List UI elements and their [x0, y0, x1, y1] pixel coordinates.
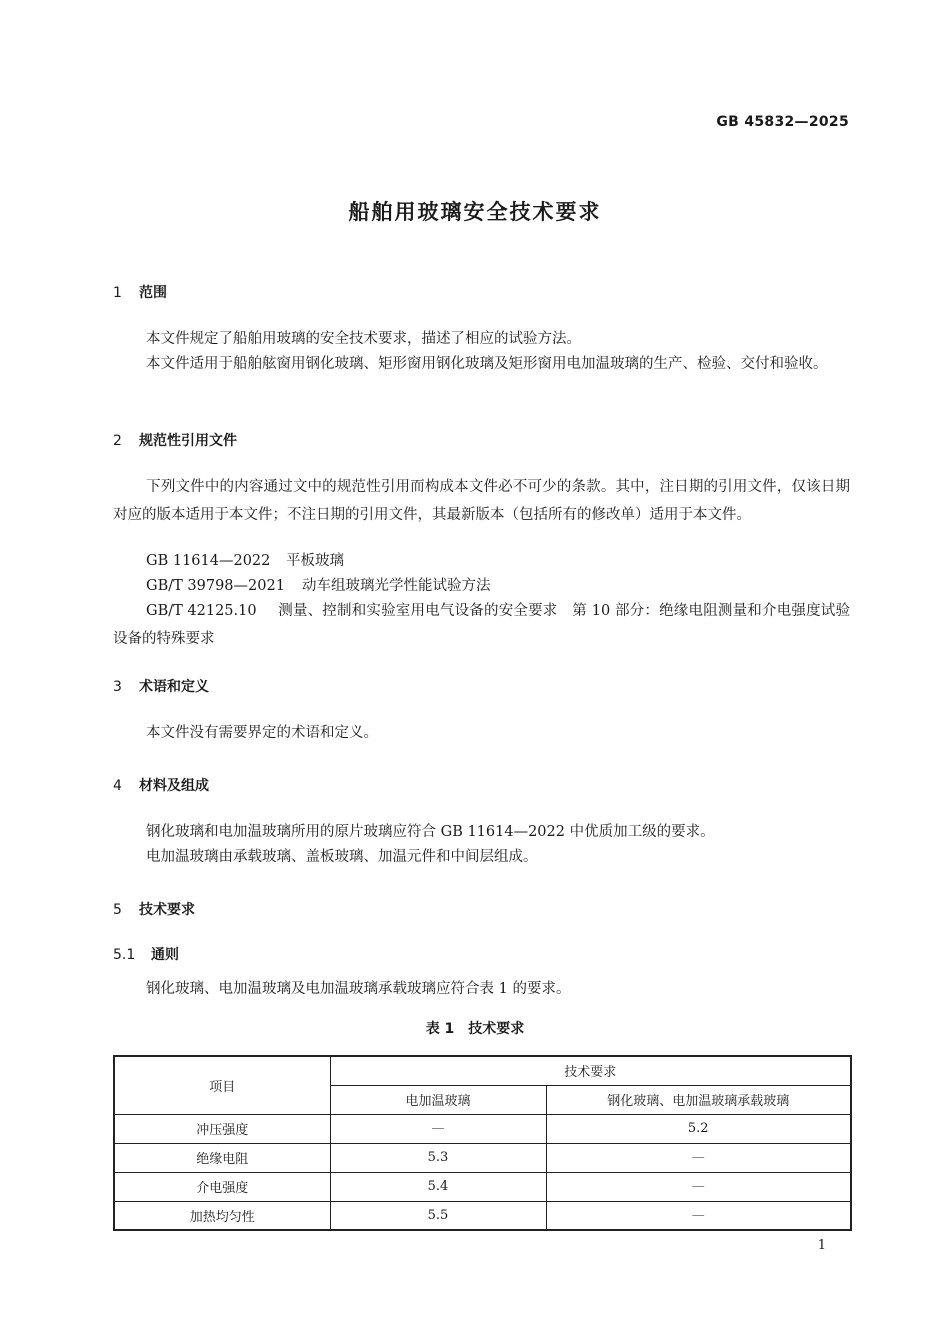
reference-code: GB/T 39798—2021	[146, 578, 285, 594]
table-cell-c1: 5.4	[330, 1172, 546, 1201]
reference-item	[146, 547, 344, 575]
standard-code: GB 45832—2025	[716, 114, 849, 130]
reference-title: 测量、控制和实验室用电气设备的安全要求 第 10 部分：绝缘电阻测量和介电强度试验设备的特殊要求	[113, 603, 850, 647]
document-title: 船舶用玻璃安全技术要求	[348, 200, 602, 224]
reference-title: 平板玻璃	[286, 553, 344, 569]
section-number: 2	[113, 433, 122, 449]
table-header-item: 项目	[114, 1056, 330, 1114]
table-row	[114, 1143, 851, 1172]
requirements-table	[113, 1055, 852, 1231]
page-number: 1	[817, 1238, 826, 1253]
section-4-heading	[113, 775, 209, 795]
table-cell-item: 绝缘电阻	[114, 1143, 330, 1172]
table-caption: 表 1 技术要求	[425, 1021, 525, 1037]
reference-item	[113, 597, 850, 653]
reference-code: GB/T 42125.10	[146, 603, 257, 619]
section-number: 4	[113, 778, 122, 794]
section-3-heading	[113, 676, 209, 696]
reference-code: GB 11614—2022	[146, 553, 271, 569]
table-row	[114, 1172, 851, 1201]
section-4-paragraph-2: 电加温玻璃由承载玻璃、盖板玻璃、加温元件和中间层组成。	[146, 849, 538, 865]
subsection-number: 5.1	[113, 947, 136, 963]
table-row	[114, 1114, 851, 1143]
reference-item	[146, 572, 491, 600]
section-number: 5	[113, 902, 122, 918]
section-2-heading	[113, 430, 237, 450]
table-header-col2: 钢化玻璃、电加温玻璃承载玻璃	[546, 1085, 851, 1114]
section-number: 1	[113, 285, 122, 301]
table-cell-c2: —	[546, 1201, 851, 1230]
section-title: 规范性引用文件	[139, 433, 237, 449]
table-header-col1: 电加温玻璃	[330, 1085, 546, 1114]
section-1-heading	[113, 282, 167, 302]
section-5-1-heading	[113, 944, 179, 964]
table-cell-c2: —	[546, 1172, 851, 1201]
section-title: 材料及组成	[139, 778, 209, 794]
subsection-title: 通则	[151, 947, 179, 963]
table-cell-item: 加热均匀性	[114, 1201, 330, 1230]
reference-title: 动车组玻璃光学性能试验方法	[302, 578, 491, 594]
section-5-heading	[113, 899, 195, 919]
table-cell-c1: 5.3	[330, 1143, 546, 1172]
table-cell-item: 冲压强度	[114, 1114, 330, 1143]
table-cell-c1: —	[330, 1114, 546, 1143]
table-cell-item: 介电强度	[114, 1172, 330, 1201]
section-title: 范围	[139, 285, 167, 301]
table-cell-c1: 5.5	[330, 1201, 546, 1230]
table-cell-c2: 5.2	[546, 1114, 851, 1143]
section-title: 技术要求	[139, 902, 195, 918]
section-2-paragraph: 下列文件中的内容通过文中的规范性引用而构成本文件必不可少的条款。其中，注日期的引用文件，仅该日期对应的版本适用于本文件；不注日期的引用文件，其最新版本（包括所有的修改单）适用于本文件。	[113, 479, 850, 523]
section-title: 术语和定义	[139, 679, 209, 695]
table-row	[114, 1201, 851, 1230]
section-1-paragraph-1: 本文件规定了船舶用玻璃的安全技术要求，描述了相应的试验方法。	[146, 331, 581, 347]
table-header-group: 技术要求	[330, 1056, 851, 1085]
table-cell-c2: —	[546, 1143, 851, 1172]
section-number: 3	[113, 679, 122, 695]
section-1-paragraph-2: 本文件适用于船舶舷窗用钢化玻璃、矩形窗用钢化玻璃及矩形窗用电加温玻璃的生产、检验、交付和验收。	[146, 356, 828, 372]
section-5-1-paragraph: 钢化玻璃、电加温玻璃及电加温玻璃承载玻璃应符合表 1 的要求。	[146, 981, 571, 997]
section-4-paragraph-1: 钢化玻璃和电加温玻璃所用的原片玻璃应符合 GB 11614—2022 中优质加工级的要求。	[146, 824, 715, 840]
section-3-paragraph: 本文件没有需要界定的术语和定义。	[146, 725, 378, 741]
